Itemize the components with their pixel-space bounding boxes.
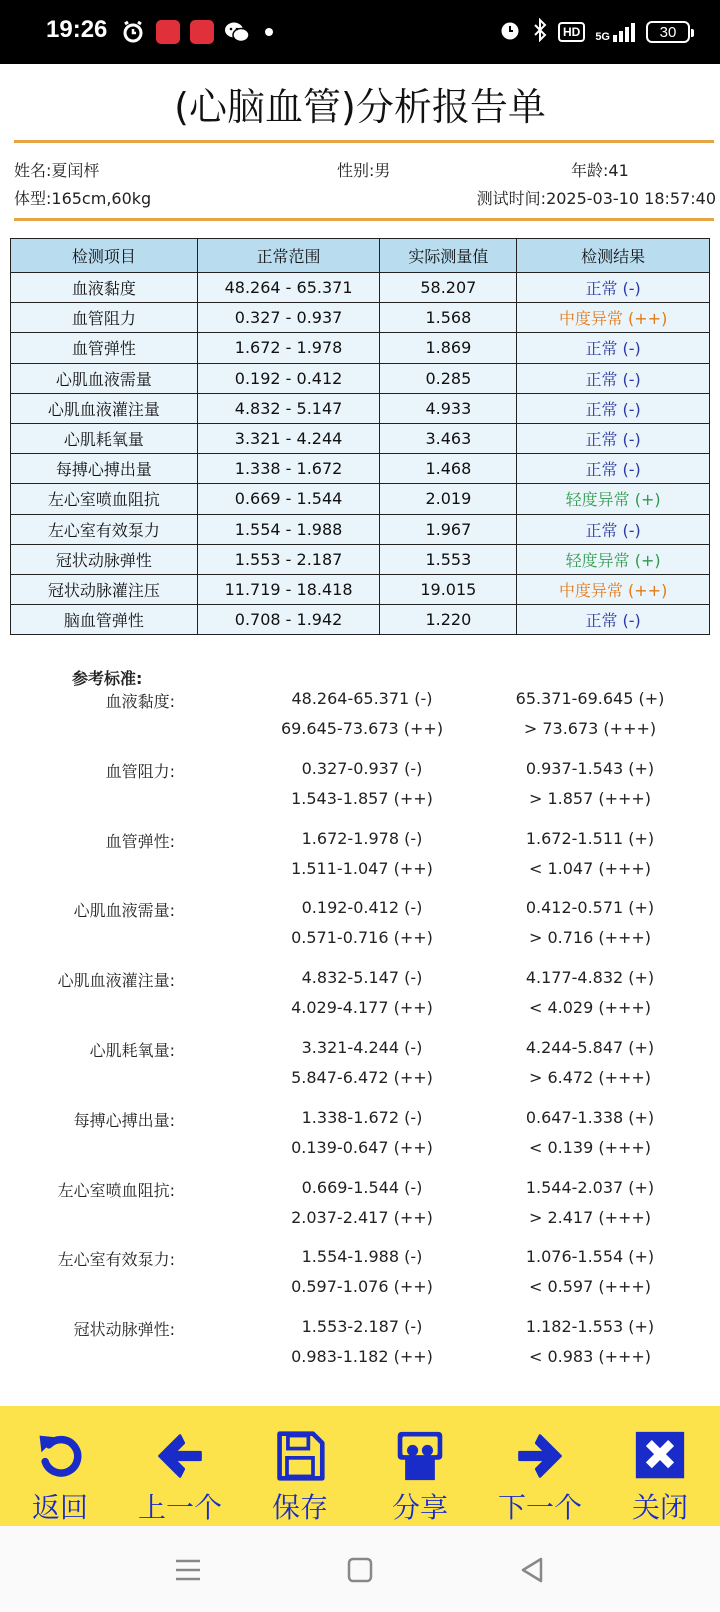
network-type-label: 5G: [595, 31, 610, 43]
reference-item: [0, 1317, 720, 1387]
reference-moderate-range: 69.645-73.673 (++): [280, 719, 444, 738]
row-range-cell: 3.321 - 4.244: [197, 423, 380, 453]
row-result-cell: 正常 (-): [517, 363, 710, 393]
reference-severe-range: < 1.047 (+++): [528, 858, 652, 878]
back-label: 返回: [31, 1491, 88, 1524]
table-row: [11, 303, 710, 333]
test-time: 测试时间:2025-03-10 18:57:40: [476, 189, 716, 208]
reference-label: 每搏心搏出量:: [73, 1110, 175, 1130]
reference-label: 血管阻力:: [105, 761, 175, 781]
status-bar: [0, 0, 720, 64]
row-item-cell: 血管弹性: [11, 333, 198, 363]
reference-normal-range: 1.338-1.672 (-): [301, 1107, 423, 1127]
hd-badge: HD: [558, 22, 585, 42]
row-item-cell: 心肌耗氧量: [11, 423, 198, 453]
reference-moderate-range: 0.571-0.716 (++): [291, 928, 433, 948]
table-row: [11, 363, 710, 393]
patient-gender: 性别:男: [337, 161, 391, 180]
title-divider: [14, 140, 714, 143]
reference-item: [0, 1247, 720, 1317]
reference-mild-range: 65.371-69.645 (+): [515, 689, 665, 708]
header-result: 检测结果: [517, 239, 710, 273]
row-range-cell: 4.832 - 5.147: [197, 393, 380, 423]
row-item-cell: 冠状动脉弹性: [11, 544, 198, 574]
back-triangle-icon[interactable]: [514, 1552, 550, 1588]
row-range-cell: 0.669 - 1.544: [197, 484, 380, 514]
alarm-clock-icon: [120, 18, 146, 46]
reference-normal-range: 3.321-4.244 (-): [301, 1037, 423, 1057]
reference-moderate-range: 0.983-1.182 (++): [291, 1347, 433, 1367]
reference-moderate-range: 2.037-2.417 (++): [291, 1207, 433, 1227]
reference-mild-range: 0.412-0.571 (+): [525, 898, 655, 918]
reference-label: 血液黏度:: [105, 692, 175, 711]
next-label: 下一个: [497, 1491, 582, 1524]
row-value-cell: 4.933: [380, 393, 517, 423]
patient-name: 姓名:夏闰枰: [14, 161, 100, 180]
reference-normal-range: 48.264-65.371 (-): [291, 689, 433, 708]
arrow-right-icon: [512, 1430, 568, 1482]
previous-button[interactable]: [120, 1406, 240, 1526]
reference-moderate-range: 0.139-0.647 (++): [291, 1137, 433, 1157]
row-result-cell: 正常 (-): [517, 273, 710, 303]
close-button[interactable]: [600, 1406, 720, 1526]
reference-normal-range: 0.669-1.544 (-): [301, 1177, 423, 1197]
reference-heading: 参考标准:: [72, 669, 143, 688]
row-item-cell: 左心室有效泵力: [11, 514, 198, 544]
reference-mild-range: 0.937-1.543 (+): [525, 758, 655, 778]
row-value-cell: 3.463: [380, 423, 517, 453]
reference-label: 心肌耗氧量:: [89, 1040, 175, 1060]
reference-severe-range: < 0.139 (+++): [528, 1137, 652, 1157]
reference-mild-range: 4.244-5.847 (+): [525, 1037, 655, 1057]
row-result-cell: 轻度异常 (+): [517, 484, 710, 514]
reference-normal-range: 1.553-2.187 (-): [301, 1317, 423, 1337]
results-table: [10, 238, 710, 635]
save-label: 保存: [271, 1491, 328, 1524]
row-result-cell: 轻度异常 (+): [517, 544, 710, 574]
battery-icon: 30: [646, 21, 690, 43]
reference-mild-range: 0.647-1.338 (+): [525, 1107, 655, 1127]
row-range-cell: 0.708 - 1.942: [197, 605, 380, 635]
reference-severe-range: > 6.472 (+++): [528, 1067, 652, 1087]
reference-mild-range: 1.182-1.553 (+): [525, 1317, 655, 1337]
reference-mild-range: 1.076-1.554 (+): [525, 1247, 655, 1267]
reference-item: [0, 898, 720, 968]
wechat-icon: [224, 18, 250, 46]
reference-normal-range: 0.192-0.412 (-): [301, 898, 423, 918]
reference-item: [0, 1038, 720, 1108]
row-range-cell: 0.192 - 0.412: [197, 363, 380, 393]
arrow-left-icon: [152, 1430, 208, 1482]
row-range-cell: 11.719 - 18.418: [197, 574, 380, 604]
alarm-icon: [498, 18, 522, 46]
reference-moderate-range: 1.543-1.857 (++): [291, 788, 433, 808]
share-slides-icon: [392, 1430, 448, 1482]
row-result-cell: 正常 (-): [517, 514, 710, 544]
reference-mild-range: 4.177-4.832 (+): [525, 968, 655, 988]
reference-moderate-range: 5.847-6.472 (++): [291, 1067, 433, 1087]
reference-item: [0, 829, 720, 899]
row-result-cell: 中度异常 (++): [517, 303, 710, 333]
row-item-cell: 冠状动脉灌注压: [11, 574, 198, 604]
row-range-cell: 1.553 - 2.187: [197, 544, 380, 574]
row-range-cell: 0.327 - 0.937: [197, 303, 380, 333]
row-value-cell: 58.207: [380, 273, 517, 303]
row-result-cell: 正常 (-): [517, 333, 710, 363]
row-value-cell: 1.568: [380, 303, 517, 333]
back-button[interactable]: [0, 1406, 120, 1526]
reference-moderate-range: 1.511-1.047 (++): [291, 858, 433, 878]
reference-moderate-range: 4.029-4.177 (++): [291, 998, 433, 1018]
table-row: [11, 605, 710, 635]
reference-mild-range: 1.672-1.511 (+): [525, 828, 655, 848]
patient-age: 年龄:41: [571, 161, 629, 180]
table-row: [11, 544, 710, 574]
reference-normal-range: 4.832-5.147 (-): [301, 968, 423, 988]
row-value-cell: 2.019: [380, 484, 517, 514]
row-result-cell: 正常 (-): [517, 393, 710, 423]
share-label: 分享: [391, 1491, 448, 1524]
bottom-toolbar: [0, 1406, 720, 1526]
reference-moderate-range: 0.597-1.076 (++): [291, 1277, 433, 1297]
row-item-cell: 血管阻力: [11, 303, 198, 333]
reference-severe-range: > 1.857 (+++): [528, 788, 652, 808]
reference-severe-range: > 0.716 (+++): [528, 928, 652, 948]
header-value: 实际测量值: [380, 239, 517, 273]
next-button[interactable]: [480, 1406, 600, 1526]
floppy-disk-icon: [272, 1430, 328, 1482]
reference-severe-range: < 4.029 (+++): [528, 998, 652, 1018]
table-row: [11, 484, 710, 514]
row-item-cell: 心肌血液灌注量: [11, 393, 198, 423]
reference-label: 冠状动脉弹性:: [73, 1320, 175, 1340]
row-result-cell: 正常 (-): [517, 423, 710, 453]
menu-icon[interactable]: [170, 1552, 206, 1588]
table-row: [11, 574, 710, 604]
close-label: 关闭: [631, 1491, 688, 1524]
table-row: [11, 423, 710, 453]
reference-severe-range: > 73.673 (+++): [523, 719, 657, 738]
row-item-cell: 心肌血液需量: [11, 363, 198, 393]
table-header-row: [11, 239, 710, 273]
reference-label: 心肌血液灌注量:: [57, 971, 175, 991]
bluetooth-icon: [532, 18, 548, 46]
home-square-icon[interactable]: [342, 1552, 378, 1588]
reference-severe-range: > 2.417 (+++): [528, 1207, 652, 1227]
reference-normal-range: 1.672-1.978 (-): [301, 828, 423, 848]
row-value-cell: 1.468: [380, 454, 517, 484]
row-result-cell: 正常 (-): [517, 454, 710, 484]
patient-body: 体型:165cm,60kg: [14, 189, 152, 208]
row-range-cell: 1.672 - 1.978: [197, 333, 380, 363]
table-row: [11, 333, 710, 363]
reference-list: [0, 689, 720, 1387]
reference-mild-range: 1.544-2.037 (+): [525, 1177, 655, 1197]
reference-item: [0, 689, 720, 759]
row-item-cell: 左心室喷血阻抗: [11, 484, 198, 514]
table-row: [11, 454, 710, 484]
reference-item: [0, 759, 720, 829]
row-item-cell: 血液黏度: [11, 273, 198, 303]
reference-label: 左心室喷血阻抗:: [57, 1180, 175, 1200]
previous-label: 上一个: [137, 1491, 222, 1524]
row-value-cell: 1.967: [380, 514, 517, 544]
cellular-signal-icon: [595, 21, 636, 43]
row-result-cell: 正常 (-): [517, 605, 710, 635]
row-result-cell: 中度异常 (++): [517, 574, 710, 604]
info-divider: [14, 218, 714, 221]
reference-normal-range: 0.327-0.937 (-): [301, 758, 423, 778]
reference-label: 血管弹性:: [105, 831, 175, 851]
reference-item: [0, 1178, 720, 1248]
row-value-cell: 1.553: [380, 544, 517, 574]
reference-label: 心肌血液需量:: [73, 901, 175, 921]
reference-label: 左心室有效泵力:: [57, 1250, 175, 1270]
status-time: 19:26: [46, 16, 108, 43]
share-button[interactable]: [360, 1406, 480, 1526]
reference-normal-range: 1.554-1.988 (-): [301, 1247, 423, 1267]
reference-item: [0, 1108, 720, 1178]
system-navigation-bar: [0, 1526, 720, 1612]
table-row: [11, 273, 710, 303]
row-item-cell: 脑血管弹性: [11, 605, 198, 635]
row-range-cell: 48.264 - 65.371: [197, 273, 380, 303]
undo-arrow-icon: [32, 1430, 88, 1482]
row-value-cell: 19.015: [380, 574, 517, 604]
reference-severe-range: < 0.597 (+++): [528, 1277, 652, 1297]
header-item: 检测项目: [11, 239, 198, 273]
close-x-icon: [632, 1430, 688, 1482]
row-value-cell: 0.285: [380, 363, 517, 393]
row-value-cell: 1.220: [380, 605, 517, 635]
reference-item: [0, 968, 720, 1038]
row-range-cell: 1.554 - 1.988: [197, 514, 380, 544]
page-title: (心脑血管)分析报告单: [174, 85, 546, 129]
row-range-cell: 1.338 - 1.672: [197, 454, 380, 484]
reference-severe-range: < 0.983 (+++): [528, 1347, 652, 1367]
table-row: [11, 514, 710, 544]
app-notification-icon: [156, 20, 180, 44]
row-value-cell: 1.869: [380, 333, 517, 363]
table-row: [11, 393, 710, 423]
more-notifications-dot-icon: [264, 18, 274, 46]
row-item-cell: 每搏心搏出量: [11, 454, 198, 484]
app-notification-icon: [190, 20, 214, 44]
save-button[interactable]: [240, 1406, 360, 1526]
header-range: 正常范围: [197, 239, 380, 273]
